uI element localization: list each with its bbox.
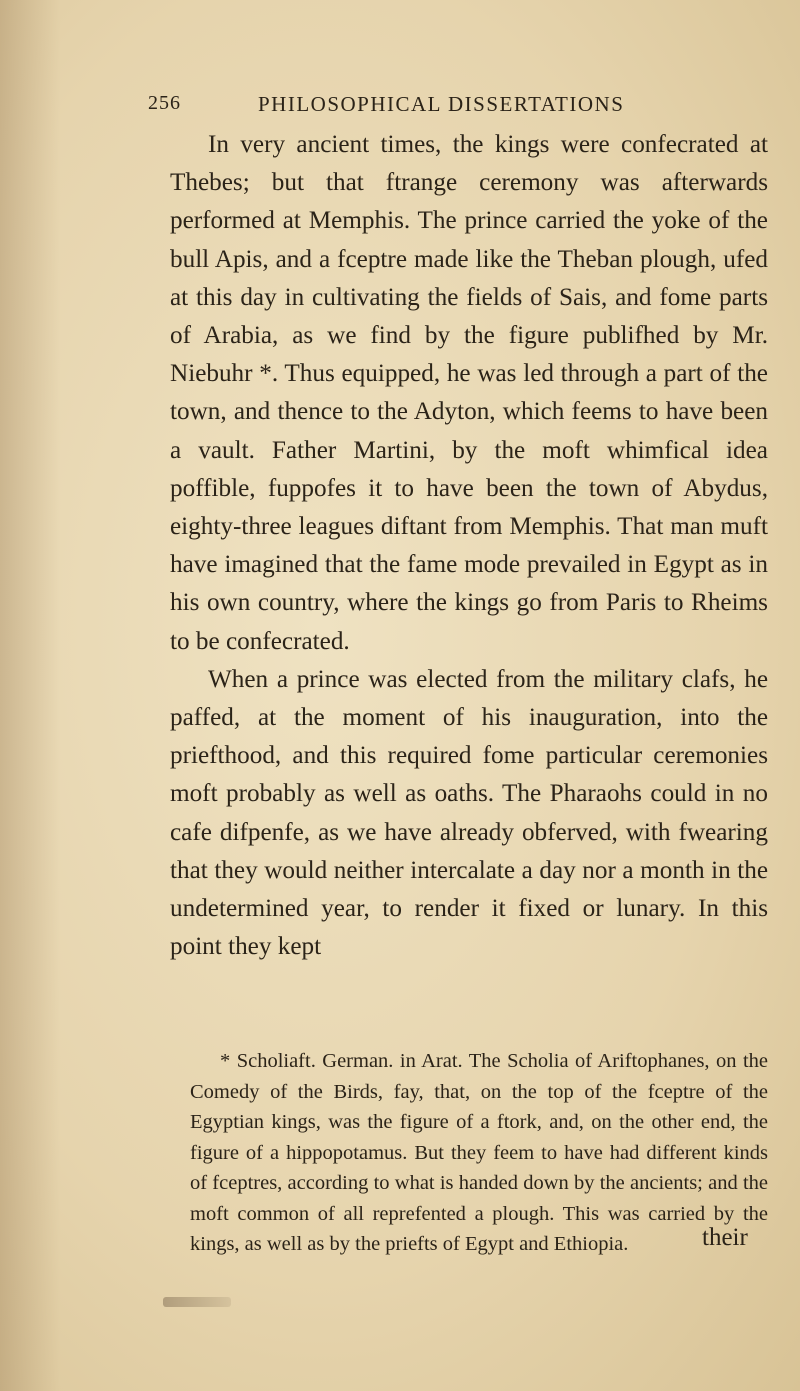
ink-smudge <box>163 1297 231 1307</box>
page-edge-shadow <box>0 0 60 1391</box>
paragraph-1: In very ancient times, the kings were confecrated at Thebes; but that ftrange ceremony was afterwards performed at Memphis. The prince carried the yoke of the bull Apis, and a fceptre made like the Theban plough, ufed at this day in cultivating the fields of Sais, and fome parts of Arabia, as we find by the figure publifhed by Mr. Niebuhr *. Thus equipped, he was led through a part of the town, and thence to the Adyton, which feems to have been a vault. Father Martini, by the moft whimfical idea poffible, fuppofes it to have been the town of Abydus, eighty-three leagues diftant from Memphis. That man muft have imagined that the fame mode prevailed in Egypt as in his own country, where the kings go from Paris to Rheims to be confecrated. <box>170 131 768 655</box>
footnote <box>190 1046 768 1260</box>
running-header <box>148 92 768 122</box>
footnote-text: * Scholiaft. German. in Arat. The Scholia of Ariftophanes, on the Comedy of the Birds, fay, that, on the top of the fceptre of the Egyptian kings, was the figure of a ftork, and, on the other end, the figure of a hippopotamus. But they feem to have had different kinds of fceptres, according to what is handed down by the ancients; and the moft common of all reprefented a plough. This was carried by the kings, as well as by the priefts of Egypt and Ethiopia. <box>190 1050 768 1255</box>
running-title: PHILOSOPHICAL DISSERTATIONS <box>258 92 625 116</box>
main-text <box>170 126 768 966</box>
catchword: their <box>702 1224 748 1251</box>
page-number: 256 <box>148 92 181 114</box>
paragraph-2: When a prince was elected from the military clafs, he paffed, at the moment of his inauguration, into the priefthood, and this required fome particular ceremonies moft probably as well as oaths. The Pharaohs could in no cafe difpenfe, as we have already obferved, with fwearing that they would neither intercalate a day nor a month in the undetermined year, to render it fixed or lunary. In this point they kept <box>170 665 768 961</box>
